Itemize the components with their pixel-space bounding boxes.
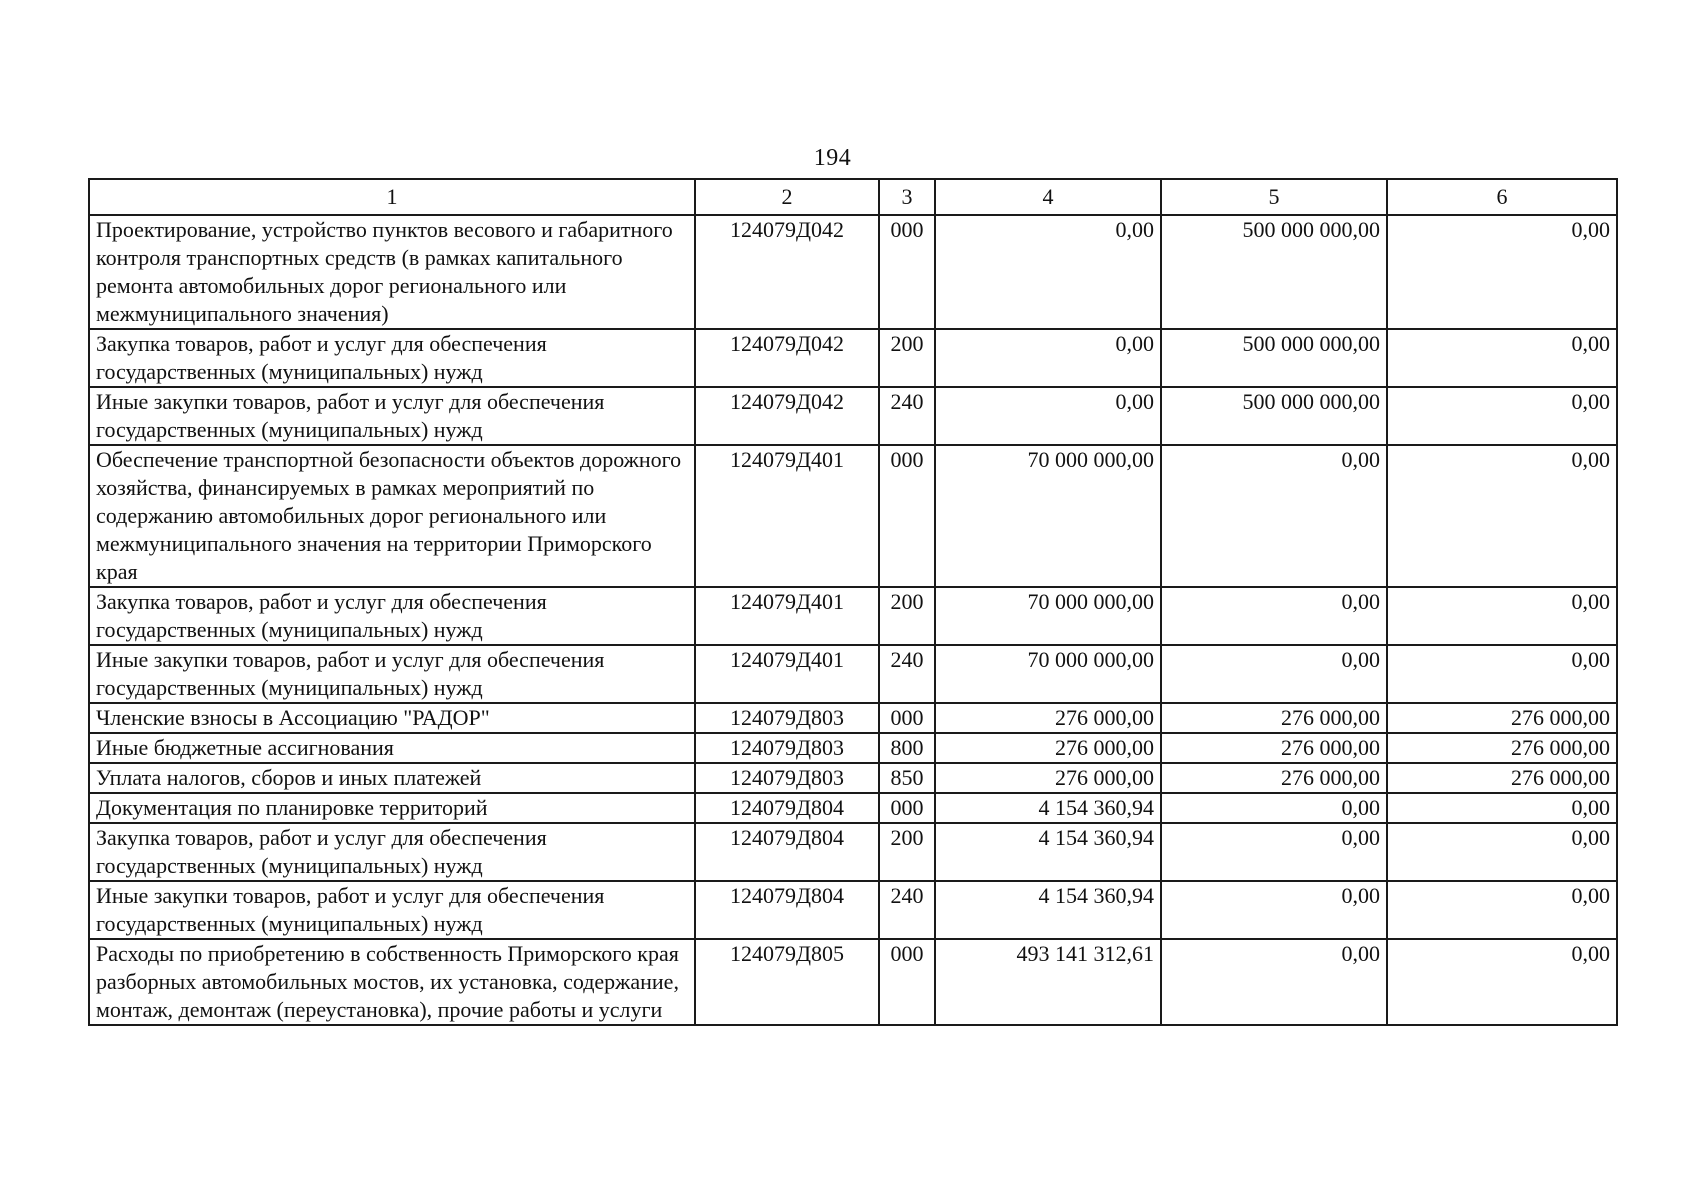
row-type: 240 bbox=[879, 645, 935, 703]
row-value-5: 0,00 bbox=[1161, 823, 1387, 881]
row-type: 000 bbox=[879, 445, 935, 587]
row-value-4: 0,00 bbox=[935, 329, 1161, 387]
row-code: 124079Д401 bbox=[695, 445, 879, 587]
table-row bbox=[89, 881, 1617, 939]
row-code: 124079Д803 bbox=[695, 733, 879, 763]
row-code: 124079Д401 bbox=[695, 587, 879, 645]
column-header-3: 3 bbox=[879, 179, 935, 215]
table-row bbox=[89, 329, 1617, 387]
row-value-4: 70 000 000,00 bbox=[935, 645, 1161, 703]
row-value-5: 500 000 000,00 bbox=[1161, 387, 1387, 445]
row-value-4: 4 154 360,94 bbox=[935, 881, 1161, 939]
row-name: Иные закупки товаров, работ и услуг для обеспечения государственных (муниципальных) нужд bbox=[89, 881, 695, 939]
row-value-6: 0,00 bbox=[1387, 329, 1617, 387]
row-value-4: 0,00 bbox=[935, 215, 1161, 329]
row-value-5: 500 000 000,00 bbox=[1161, 215, 1387, 329]
row-value-6: 276 000,00 bbox=[1387, 703, 1617, 733]
row-code: 124079Д804 bbox=[695, 823, 879, 881]
row-value-6: 0,00 bbox=[1387, 823, 1617, 881]
row-value-4: 276 000,00 bbox=[935, 733, 1161, 763]
row-value-5: 0,00 bbox=[1161, 881, 1387, 939]
table-row bbox=[89, 939, 1617, 1025]
row-type: 800 bbox=[879, 733, 935, 763]
row-name: Иные закупки товаров, работ и услуг для обеспечения государственных (муниципальных) нужд bbox=[89, 645, 695, 703]
table-body bbox=[89, 215, 1617, 1025]
row-code: 124079Д803 bbox=[695, 763, 879, 793]
column-header-4: 4 bbox=[935, 179, 1161, 215]
row-value-4: 4 154 360,94 bbox=[935, 793, 1161, 823]
row-type: 240 bbox=[879, 387, 935, 445]
row-value-6: 0,00 bbox=[1387, 387, 1617, 445]
table-row bbox=[89, 793, 1617, 823]
budget-table bbox=[88, 178, 1618, 1026]
table-row bbox=[89, 445, 1617, 587]
row-name: Уплата налогов, сборов и иных платежей bbox=[89, 763, 695, 793]
row-value-5: 276 000,00 bbox=[1161, 763, 1387, 793]
row-type: 000 bbox=[879, 215, 935, 329]
page-number: 194 bbox=[813, 145, 852, 171]
row-name: Закупка товаров, работ и услуг для обеспечения государственных (муниципальных) нужд bbox=[89, 823, 695, 881]
row-name: Иные бюджетные ассигнования bbox=[89, 733, 695, 763]
row-value-5: 0,00 bbox=[1161, 445, 1387, 587]
row-value-6: 276 000,00 bbox=[1387, 733, 1617, 763]
row-type: 000 bbox=[879, 939, 935, 1025]
row-code: 124079Д803 bbox=[695, 703, 879, 733]
table-row bbox=[89, 215, 1617, 329]
row-value-6: 0,00 bbox=[1387, 939, 1617, 1025]
row-code: 124079Д805 bbox=[695, 939, 879, 1025]
row-code: 124079Д401 bbox=[695, 645, 879, 703]
table-row bbox=[89, 587, 1617, 645]
row-value-6: 0,00 bbox=[1387, 645, 1617, 703]
row-value-6: 0,00 bbox=[1387, 445, 1617, 587]
row-name: Проектирование, устройство пунктов весового и габаритного контроля транспортных средств (в рамках капитального ремонта автомобильных дорог регионального или межмуниципального значения) bbox=[89, 215, 695, 329]
column-header-1: 1 bbox=[89, 179, 695, 215]
row-name: Документация по планировке территорий bbox=[89, 793, 695, 823]
row-value-5: 0,00 bbox=[1161, 939, 1387, 1025]
table-row bbox=[89, 645, 1617, 703]
row-type: 240 bbox=[879, 881, 935, 939]
table-row bbox=[89, 387, 1617, 445]
row-value-4: 0,00 bbox=[935, 387, 1161, 445]
row-value-4: 4 154 360,94 bbox=[935, 823, 1161, 881]
row-value-6: 0,00 bbox=[1387, 215, 1617, 329]
table-row bbox=[89, 823, 1617, 881]
row-type: 000 bbox=[879, 793, 935, 823]
table-row bbox=[89, 763, 1617, 793]
row-type: 200 bbox=[879, 329, 935, 387]
row-name: Членские взносы в Ассоциацию "РАДОР" bbox=[89, 703, 695, 733]
column-header-5: 5 bbox=[1161, 179, 1387, 215]
row-value-4: 493 141 312,61 bbox=[935, 939, 1161, 1025]
row-value-4: 276 000,00 bbox=[935, 763, 1161, 793]
row-value-5: 0,00 bbox=[1161, 587, 1387, 645]
row-value-5: 276 000,00 bbox=[1161, 733, 1387, 763]
row-value-6: 0,00 bbox=[1387, 793, 1617, 823]
table-row bbox=[89, 703, 1617, 733]
row-value-6: 0,00 bbox=[1387, 587, 1617, 645]
row-name: Закупка товаров, работ и услуг для обеспечения государственных (муниципальных) нужд bbox=[89, 329, 695, 387]
row-code: 124079Д804 bbox=[695, 881, 879, 939]
row-value-6: 276 000,00 bbox=[1387, 763, 1617, 793]
row-value-5: 276 000,00 bbox=[1161, 703, 1387, 733]
table-header-row bbox=[89, 179, 1617, 215]
row-value-4: 70 000 000,00 bbox=[935, 445, 1161, 587]
row-code: 124079Д042 bbox=[695, 215, 879, 329]
row-type: 200 bbox=[879, 823, 935, 881]
column-header-6: 6 bbox=[1387, 179, 1617, 215]
row-value-4: 70 000 000,00 bbox=[935, 587, 1161, 645]
row-code: 124079Д804 bbox=[695, 793, 879, 823]
column-header-2: 2 bbox=[695, 179, 879, 215]
row-value-5: 0,00 bbox=[1161, 645, 1387, 703]
row-name: Иные закупки товаров, работ и услуг для обеспечения государственных (муниципальных) нужд bbox=[89, 387, 695, 445]
table-row bbox=[89, 733, 1617, 763]
row-type: 200 bbox=[879, 587, 935, 645]
row-type: 850 bbox=[879, 763, 935, 793]
row-value-6: 0,00 bbox=[1387, 881, 1617, 939]
row-name: Расходы по приобретению в собственность Приморского края разборных автомобильных мостов, их установка, содержание, монтаж, демонтаж (переустановка), прочие работы и услуги bbox=[89, 939, 695, 1025]
row-code: 124079Д042 bbox=[695, 329, 879, 387]
row-value-5: 0,00 bbox=[1161, 793, 1387, 823]
row-code: 124079Д042 bbox=[695, 387, 879, 445]
row-value-4: 276 000,00 bbox=[935, 703, 1161, 733]
row-type: 000 bbox=[879, 703, 935, 733]
row-value-5: 500 000 000,00 bbox=[1161, 329, 1387, 387]
row-name: Закупка товаров, работ и услуг для обеспечения государственных (муниципальных) нужд bbox=[89, 587, 695, 645]
row-name: Обеспечение транспортной безопасности объектов дорожного хозяйства, финансируемых в рамках мероприятий по содержанию автомобильных дорог регионального или межмуниципального значения на территории Приморского края bbox=[89, 445, 695, 587]
